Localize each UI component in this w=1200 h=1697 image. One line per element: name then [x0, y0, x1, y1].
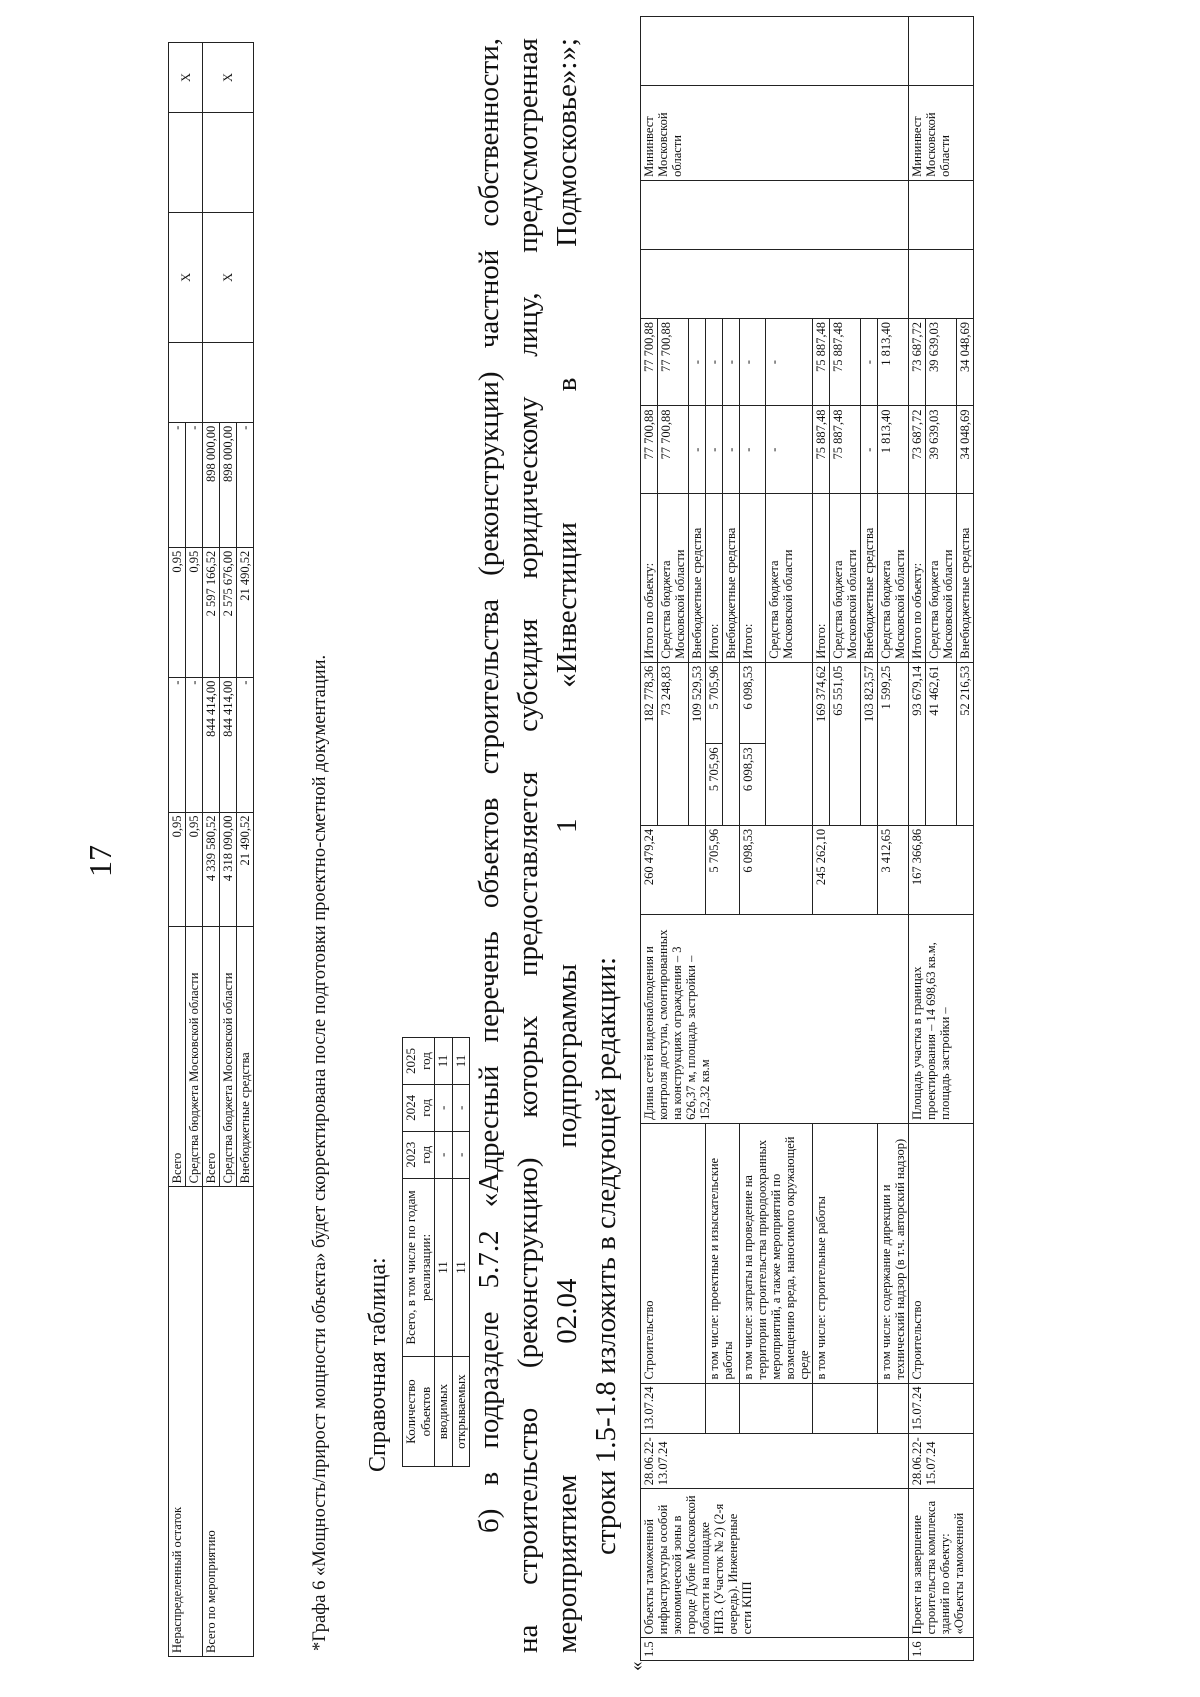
financed-cell: 169 374,62	[813, 662, 830, 825]
value-cell: -	[689, 406, 706, 494]
header-cell: Всего, в том числе по годам реализации:	[403, 1178, 435, 1356]
x-mark: X	[203, 212, 254, 342]
value-cell: -	[237, 422, 254, 547]
work-type: в том числе: строительные работы	[813, 1123, 878, 1383]
empty-cell	[706, 1383, 740, 1434]
table-cell: -	[435, 1084, 453, 1131]
financed-cell: 41 462,61	[926, 662, 957, 825]
value-cell: -	[186, 677, 203, 812]
empty-cell	[909, 249, 974, 318]
value-cell: -	[723, 318, 740, 406]
table-cell: 11	[435, 1178, 453, 1356]
empty-cell	[169, 113, 203, 213]
financed-cell: 73 248,83	[658, 662, 689, 825]
financed-cell: 109 529,53	[689, 662, 706, 825]
object-name: Проект на завершение строительства комплекса зданий по объекту: «Объекты таможенной	[909, 1489, 974, 1638]
funding-source: Итого по объекту:	[909, 494, 926, 663]
funding-source: Средства бюджета Московской области	[765, 494, 812, 663]
objects-table	[640, 16, 974, 1661]
empty-cell	[813, 1383, 878, 1434]
header-cell: Количество объектов	[403, 1357, 435, 1467]
table-cell: 11	[452, 1038, 470, 1085]
funding-source: Средства бюджета Московской области	[658, 494, 689, 663]
page-number: 17	[82, 845, 118, 877]
empty-cell	[740, 1383, 813, 1434]
value-cell: 2 597 166,52	[203, 547, 220, 677]
cost-cell: 245 262,10	[813, 825, 878, 915]
value-cell: -	[169, 677, 186, 812]
summary-row	[169, 43, 186, 1657]
financed-cell: 6 098,53	[740, 662, 766, 744]
value-cell: 77 700,88	[641, 406, 658, 494]
value-cell: 77 700,88	[658, 406, 689, 494]
value-cell: -	[765, 406, 812, 494]
empty-cell	[203, 113, 254, 213]
cost-cell: 5 705,96	[706, 825, 740, 915]
value-cell: 75 887,48	[813, 406, 830, 494]
funding-source: Итого по объекту:	[641, 494, 658, 663]
financed-cell: 6 098,53	[740, 744, 766, 826]
table-cell: открываемых	[452, 1357, 470, 1467]
reference-row	[435, 1038, 453, 1467]
empty-cell	[765, 662, 812, 825]
table-cell: 11	[452, 1178, 470, 1356]
x-mark: X	[169, 212, 203, 342]
value-cell: -	[706, 318, 723, 406]
closing-quote: »;	[551, 38, 583, 61]
summary-row-label: Всего по мероприятию	[203, 1187, 254, 1657]
table-cell: -	[452, 1084, 470, 1131]
cost-cell: 167 366,86	[909, 825, 974, 915]
funding-source: Внебюджетные средства	[689, 494, 706, 663]
header-cell: 2025 год	[403, 1038, 435, 1085]
value-cell: 898 000,00	[220, 422, 237, 547]
value-cell: -	[186, 422, 203, 547]
object-date-end: 13.07.24	[641, 1383, 706, 1434]
empty-cell	[909, 17, 974, 86]
financed-cell: 182 778,36	[641, 662, 658, 825]
paragraph-line: б) в подразделе 5.7.2 «Адресный перечень объектов строительства (реконструкции) частной собственности,	[473, 38, 505, 1533]
value-cell: 34 048,69	[957, 406, 974, 494]
empty-cell	[878, 1383, 909, 1434]
summary-row	[203, 43, 220, 1657]
cost-cell: 260 479,24	[641, 825, 706, 915]
paragraph-line: строки 1.5-1.8 изложить в следующей редакции:	[590, 956, 622, 1555]
funding-source: Средства бюджета Московской области	[830, 494, 861, 663]
summary-row-label: Нераспределенный остаток	[169, 1187, 203, 1657]
footnote: *Графа 6 «Мощность/прирост мощности объекта» будет скорректирована после подготовки проектно-сметной документации.	[310, 654, 330, 1651]
customer: Мининвест Московской области	[909, 86, 974, 181]
value-cell: -	[706, 406, 723, 494]
value-cell: -	[740, 318, 766, 406]
empty-cell	[641, 249, 909, 318]
paragraph-line	[548, 38, 587, 1653]
object-dates: 28.06.22-13.07.24	[641, 1434, 909, 1489]
opening-quote: «	[626, 1661, 647, 1671]
value-cell: -	[237, 677, 254, 812]
value-cell: -	[169, 422, 186, 547]
value-cell: 75 887,48	[830, 318, 861, 406]
value-cell: 0,95	[169, 812, 186, 927]
empty-cell	[169, 342, 203, 422]
funding-source: Всего	[169, 927, 186, 1187]
funding-source: Внебюджетные средства	[957, 494, 974, 663]
paragraph-line-text: мероприятием 02.04 подпрограммы 1 «Инвестиции в Подмосковье»:	[551, 61, 583, 1653]
work-type: Строительство	[909, 1123, 974, 1383]
value-cell: 77 700,88	[641, 318, 658, 406]
funding-source: Внебюджетные средства	[237, 927, 254, 1187]
table-cell: -	[435, 1131, 453, 1178]
object-dates: 28.06.22-15.07.24	[909, 1434, 974, 1489]
x-mark: X	[203, 43, 254, 113]
summary-table	[168, 42, 254, 1657]
value-cell: 898 000,00	[203, 422, 220, 547]
reference-row	[452, 1038, 470, 1467]
value-cell: 4 339 580,52	[203, 812, 220, 927]
work-type: в том числе: проектные и изыскательские работы	[706, 1123, 740, 1383]
reference-table-title: Справочная таблица:	[365, 1257, 391, 1472]
work-type: в том числе: затраты на проведение на территории строительства природоохранных мероприятий, а также мероприятий по возмещению вреда, наносимого окружающей среде	[740, 1123, 813, 1383]
reference-header-row	[403, 1038, 435, 1467]
customer: Мининвест Московской области	[641, 86, 909, 181]
value-cell: 75 887,48	[813, 318, 830, 406]
table-cell: -	[452, 1131, 470, 1178]
value-cell: 73 687,72	[909, 406, 926, 494]
table-row	[641, 17, 658, 1661]
value-cell: 0,95	[186, 812, 203, 927]
empty-cell	[723, 662, 740, 825]
value-cell: 1 813,40	[878, 318, 909, 406]
table-cell: 11	[435, 1038, 453, 1085]
value-cell: 0,95	[169, 547, 186, 677]
funding-source: Средства бюджета Московской области	[878, 494, 909, 663]
cost-cell: 3 412,65	[878, 825, 909, 915]
value-cell: -	[689, 318, 706, 406]
funding-source: Итого:	[706, 494, 723, 663]
value-cell: 2 575 676,00	[220, 547, 237, 677]
value-cell: 75 887,48	[830, 406, 861, 494]
funding-source: Итого:	[813, 494, 830, 663]
financed-cell: 1 599,25	[878, 662, 909, 825]
value-cell: 34 048,69	[957, 318, 974, 406]
value-cell: -	[740, 406, 766, 494]
paragraph-line: на строительство (реконструкцию) которых предоставляется субсидия юридическому лицу, предусмотренная	[512, 38, 544, 1653]
capacity-description: Площадь участка в границах проектирования – 14 698,63 кв.м, площадь застройки –	[909, 915, 974, 1123]
empty-cell	[641, 180, 909, 249]
financed-cell: 5 705,96	[706, 744, 723, 826]
financed-cell: 93 679,14	[909, 662, 926, 825]
empty-cell	[641, 17, 909, 86]
object-name: Объекты таможенной инфраструктуры особой экономической зоны в городе Дубне Московской области на площадке НПЗ. (Участок № 2) (2-я очередь). Инженерные сети КПП	[641, 1489, 909, 1638]
value-cell: 73 687,72	[909, 318, 926, 406]
x-mark: X	[169, 43, 203, 113]
header-cell: 2024 год	[403, 1084, 435, 1131]
value-cell: 0,95	[186, 547, 203, 677]
table-row	[909, 17, 926, 1661]
value-cell: -	[723, 406, 740, 494]
empty-cell	[203, 342, 254, 422]
reference-table	[402, 1037, 470, 1467]
object-date-end: 15.07.24	[909, 1383, 974, 1434]
work-type: в том числе: содержание дирекции и технический надзор (в т.ч. авторский надзор)	[878, 1123, 909, 1383]
value-cell: -	[765, 318, 812, 406]
value-cell: 77 700,88	[658, 318, 689, 406]
row-number: 1.6	[909, 1638, 974, 1661]
value-cell: 39 639,03	[926, 318, 957, 406]
capacity-description: Длина сетей видеонаблюдения и контроля доступа, смонтированных на конструкциях ограждения – 3 626,37 м, площадь застройки – 152,32 кв.м	[641, 915, 909, 1123]
financed-cell: 65 551,05	[830, 662, 861, 825]
value-cell: -	[861, 318, 878, 406]
funding-source: Средства бюджета Московской области	[926, 494, 957, 663]
header-cell: 2023 год	[403, 1131, 435, 1178]
amendment-paragraph	[470, 38, 626, 1653]
value-cell: -	[861, 406, 878, 494]
funding-source: Средства бюджета Московской области	[186, 927, 203, 1187]
cost-cell: 6 098,53	[740, 825, 813, 915]
empty-cell	[909, 180, 974, 249]
funding-source: Итого:	[740, 494, 766, 663]
value-cell: 844 414,00	[203, 677, 220, 812]
value-cell: 4 318 090,00	[220, 812, 237, 927]
work-type: Строительство	[641, 1123, 706, 1383]
table-cell: вводимых	[435, 1357, 453, 1467]
value-cell: 844 414,00	[220, 677, 237, 812]
funding-source: Внебюджетные средства	[861, 494, 878, 663]
funding-source: Всего	[203, 927, 220, 1187]
funding-source: Внебюджетные средства	[723, 494, 740, 663]
row-number: 1.5	[641, 1638, 909, 1661]
value-cell: 21 490,52	[237, 812, 254, 927]
financed-cell: 52 216,53	[957, 662, 974, 825]
value-cell: 21 490,52	[237, 547, 254, 677]
financed-cell: 5 705,96	[706, 662, 723, 744]
value-cell: 1 813,40	[878, 406, 909, 494]
value-cell: 39 639,03	[926, 406, 957, 494]
financed-cell: 103 823,57	[861, 662, 878, 825]
funding-source: Средства бюджета Московской области	[220, 927, 237, 1187]
